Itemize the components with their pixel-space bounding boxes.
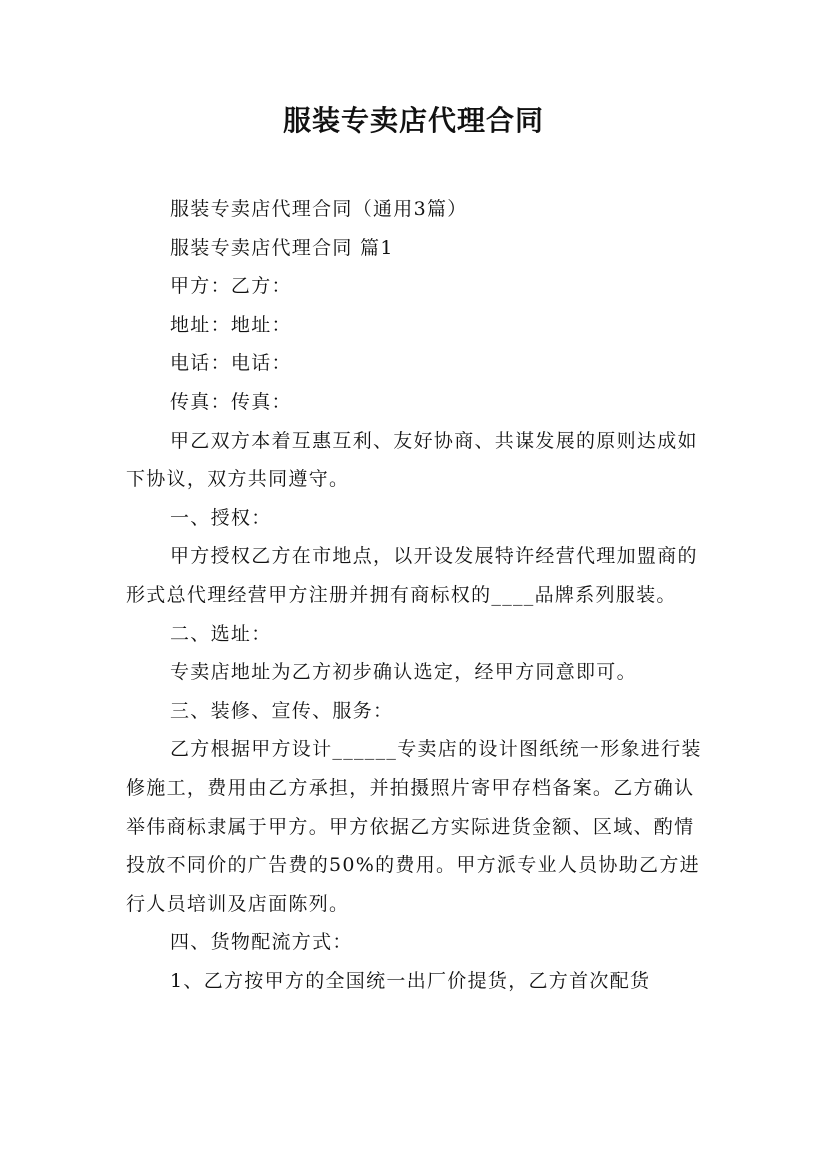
section-heading: 三、装修、宣传、服务：: [170, 699, 394, 722]
paragraph: 专卖店地址为乙方初步确认选定，经甲方同意即可。: [170, 661, 637, 684]
paragraph: 乙方根据甲方设计______专卖店的设计图纸统一形象进行装修施工，费用由乙方承担，并拍摄照片寄甲存档备案。乙方确认举伟商标隶属于甲方。甲方依据乙方实际进货金额、区域、酌情投放不同价的广告费的50%的费用。甲方派专业人员协助乙方进行人员培训及店面陈列。: [126, 738, 702, 915]
paragraph: 甲方：乙方：: [170, 275, 292, 298]
section-heading: 一、授权：: [170, 506, 272, 529]
paragraph: 服装专卖店代理合同（通用3篇）: [170, 198, 468, 220]
paragraph: 甲乙双方本着互惠互利、友好协商、共谋发展的原则达成如下协议，双方共同遵守。: [126, 429, 698, 491]
section-heading: 二、选址：: [170, 622, 272, 645]
document-title: 服装专卖店代理合同: [282, 104, 544, 137]
section-heading: 四、货物配流方式：: [170, 931, 353, 954]
paragraph: 地址：地址：: [170, 313, 292, 336]
paragraph: 传真：传真：: [170, 390, 292, 413]
paragraph: 1、乙方按甲方的全国统一出厂价提货，乙方首次配货: [170, 969, 651, 992]
paragraph: 电话：电话：: [170, 352, 292, 375]
paragraph: 服装专卖店代理合同 篇1: [170, 236, 394, 259]
document-body: [126, 190, 706, 1000]
paragraph: 甲方授权乙方在市地点，以开设发展特许经营代理加盟商的形式总代理经营甲方注册并拥有商标权的____品牌系列服装。: [126, 545, 698, 606]
